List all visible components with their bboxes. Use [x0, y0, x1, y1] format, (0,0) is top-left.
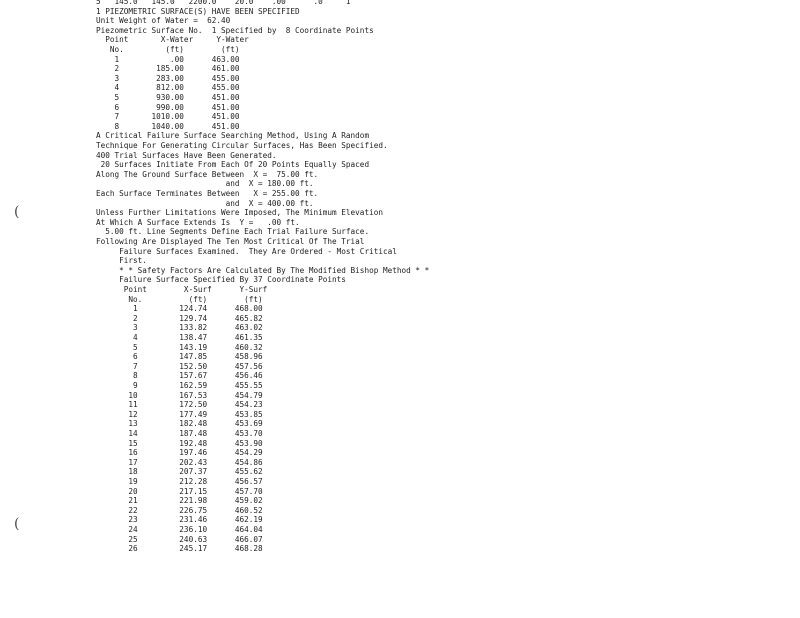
piezometric-heading: 1 PIEZOMETRIC SURFACE(S) HAVE BEEN SPECIFIED	[96, 6, 300, 16]
failure-surface-table-row: 7 152.50 457.56	[96, 361, 263, 371]
failure-surface-table-row: 22 226.75 460.52	[96, 505, 263, 515]
failure-surface-table-row: 2 129.74 465.82	[96, 313, 263, 323]
header-partial-row: 5 145.0 145.0 2200.0 20.0 .00 .0 1	[96, 0, 351, 6]
failure-surface-table-row: 18 207.37 455.62	[96, 467, 263, 477]
failure-surface-table-row: 23 231.46 462.19	[96, 515, 263, 525]
search-description-line: 5.00 ft. Line Segments Define Each Trial Failure Surface.	[96, 227, 370, 237]
failure-surface-table-row: 20 217.15 457.70	[96, 486, 263, 496]
piezometric-table-row: 5 930.00 451.00	[96, 93, 240, 102]
search-description-line: Along The Ground Surface Between X = 75.00 ft.	[96, 169, 319, 179]
piezometric-table-row: 8 1040.00 451.00	[96, 121, 240, 131]
failure-surface-table-row: 26 245.17 468.28	[96, 544, 263, 554]
failure-surface-table-row: 9 162.59 455.55	[96, 381, 263, 390]
failure-surface-table-row: 6 147.85 458.96	[96, 352, 263, 362]
search-description-line: and X = 400.00 ft.	[96, 198, 314, 208]
search-description-line: 400 Trial Surfaces Have Been Generated.	[96, 150, 277, 160]
piezometric-table-row: 7 1010.00 451.00	[96, 112, 240, 122]
failure-surface-table-row: 11 172.50 454.23	[96, 400, 263, 410]
failure-surface-table-row: 21 221.98 459.02	[96, 496, 263, 506]
search-description-line: Following Are Displayed The Ten Most Critical Of The Trial	[96, 237, 365, 246]
failure-surface-table-row: 16 197.46 454.29	[96, 448, 263, 458]
piezometric-table-row: 6 990.00 451.00	[96, 102, 240, 112]
piezometric-table-row: 3 283.00 455.00	[96, 73, 240, 83]
failure-surface-table-row: 8 157.67 456.46	[96, 371, 263, 381]
punch-hole-mark-top: (	[14, 204, 20, 220]
failure-surface-table-row: 13 182.48 453.69	[96, 419, 263, 429]
failure-surface-table-row: 4 138.47 461.35	[96, 333, 263, 342]
failure-surface-table-row: 12 177.49 453.85	[96, 409, 263, 419]
piezometric-column-header: Point X-Water Y-Water	[96, 35, 249, 45]
search-description-line: * * Safety Factors Are Calculated By The Modified Bishop Method * *	[96, 265, 430, 275]
piezometric-column-units: No. (ft) (ft)	[96, 45, 240, 54]
piezometric-table-row: 2 185.00 461.00	[96, 64, 240, 74]
search-description-line: At Which A Surface Extends Is Y = .00 ft.	[96, 217, 300, 227]
search-description-line: A Critical Failure Surface Searching Method, Using A Random	[96, 131, 370, 141]
failure-surface-table-row: 19 212.28 456.57	[96, 477, 263, 486]
failure-surface-table-row: 17 202.43 454.86	[96, 457, 263, 467]
search-description-line: Failure Surface Specified By 37 Coordinate Points	[96, 275, 346, 285]
failure-surface-table-row: 14 187.48 453.70	[96, 429, 263, 438]
search-description-line: Failure Surfaces Examined. They Are Ordered - Most Critical	[96, 246, 397, 256]
failure-surface-column-units: No. (ft) (ft)	[96, 294, 263, 304]
failure-surface-table-row: 10 167.53 454.79	[96, 390, 263, 400]
failure-surface-table-row: 3 133.82 463.02	[96, 323, 263, 333]
search-description-line: and X = 180.00 ft.	[96, 179, 314, 189]
piezometric-surface-spec: Piezometric Surface No. 1 Specified by 8 Coordinate Points	[96, 25, 374, 35]
failure-surface-table-row: 5 143.19 460.32	[96, 342, 263, 352]
search-description-line: Each Surface Terminates Between X = 255.00 ft.	[96, 189, 319, 198]
piezometric-table-row: 1 .00 463.00	[96, 54, 240, 64]
unit-weight-line: Unit Weight of Water = 62.40	[96, 16, 231, 26]
search-description-line: Technique For Generating Circular Surfaces, Has Been Specified.	[96, 141, 388, 150]
failure-surface-table-row: 25 240.63 466.07	[96, 534, 263, 544]
punch-hole-mark-bottom: (	[14, 516, 20, 532]
piezometric-table-row: 4 812.00 455.00	[96, 83, 240, 93]
failure-surface-table-row: 24 236.10 464.04	[96, 525, 263, 534]
search-description-line: 20 Surfaces Initiate From Each Of 20 Points Equally Spaced	[96, 160, 370, 170]
failure-surface-table-row: 15 192.48 453.90	[96, 438, 263, 448]
failure-surface-table-row: 1 124.74 468.00	[96, 304, 263, 314]
failure-surface-column-header: Point X-Surf Y-Surf	[96, 285, 268, 294]
search-description-line: Unless Further Limitations Were Imposed, The Minimum Elevation	[96, 208, 383, 218]
search-description-line: First.	[96, 256, 147, 266]
